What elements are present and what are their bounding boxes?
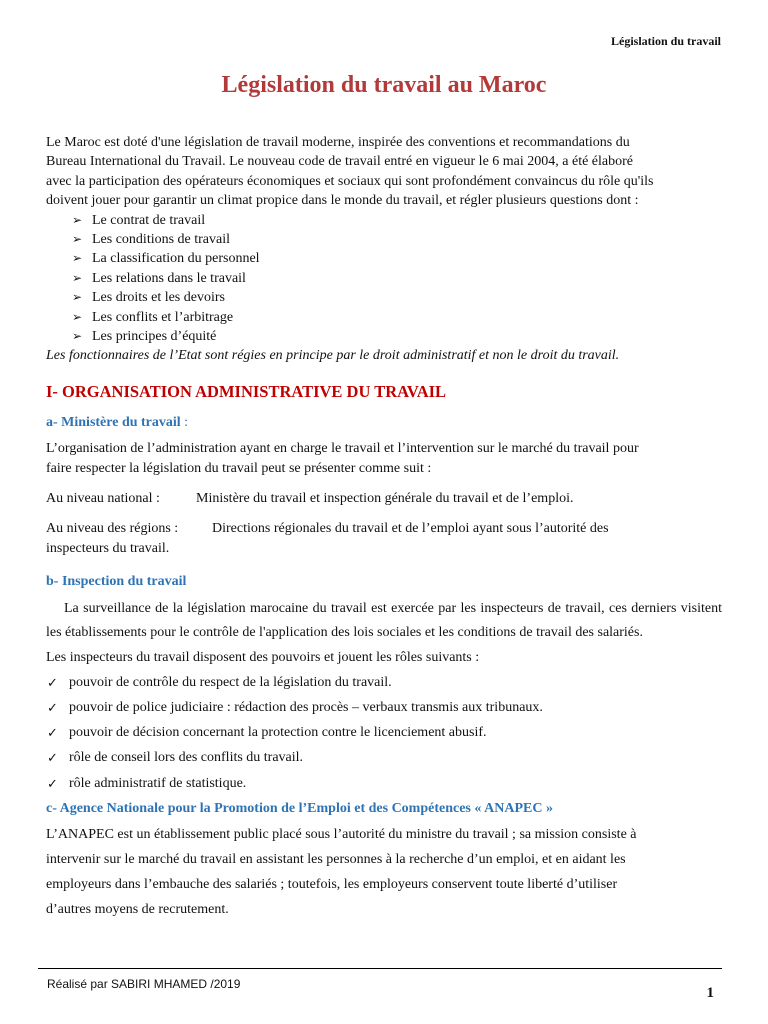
ministry-paragraph: L’organisation de l’administration ayant en charge le travail et l’intervention sur le marché du travail pour faire respecter la législation du travail peut se présenter comme suit :	[46, 440, 639, 476]
arrow-bullet-icon: ➢	[72, 309, 83, 324]
running-header: Législation du travail	[610, 34, 721, 48]
intro-line: doivent jouer pour garantir un climat propice dans le monde du travail, et régler plusieurs questions dont :	[46, 193, 639, 209]
document-body	[46, 133, 722, 922]
arrow-bullet-icon: ➢	[72, 270, 83, 285]
arrow-bullet-icon: ➢	[72, 212, 83, 227]
document-title: Législation du travail au Maroc	[221, 72, 547, 98]
national-level-label: Au niveau national :	[46, 490, 160, 506]
list-item: ➢ Le contrat de travail	[72, 211, 722, 230]
list-item: ✓ pouvoir de contrôle du respect de la législation du travail.	[46, 670, 722, 695]
regional-level-label: Au niveau des régions :	[46, 520, 179, 536]
intro-line: avec la participation des opérateurs économiques et sociaux qui sont profondément convaincus du rôle qu'ils	[46, 173, 654, 189]
section-heading: I- ORGANISATION ADMINISTRATIVE DU TRAVAIL	[46, 381, 447, 401]
national-level-row	[46, 489, 722, 509]
list-item: ➢ Les droits et les devoirs	[72, 288, 722, 307]
national-level-text: Ministère du travail et inspection générale du travail et de l’emploi.	[196, 490, 574, 506]
anapec-paragraph: L’ANAPEC est un établissement public placé sous l’autorité du ministre du travail ; sa mission consiste à intervenir sur le marché du travail en assistant les personnes à la recherche d’un emploi, et en aidant les employeurs dans l’embauche des salariés ; toutefois, les employeurs conservent toute liberté d’utiliser d’autres moyens de recrutement.	[46, 826, 637, 917]
page-number: 1	[706, 985, 714, 1001]
list-item: ➢ La classification du personnel	[72, 249, 722, 268]
regional-level-continuation: inspecteurs du travail.	[46, 540, 170, 556]
intro-line: Le Maroc est doté d'une législation de travail moderne, inspirée des conventions et recommandations du	[46, 135, 630, 150]
inspection-paragraph: La surveillance de la législation marocaine du travail est exercée par les inspecteurs de travail, ces derniers visitent les établissements pour le contrôle de l'application des lois sociales et les conditions de travail des salariés.	[46, 600, 722, 641]
check-icon: ✓	[47, 674, 58, 690]
list-item: ➢ Les principes d’équité	[72, 327, 722, 346]
subsection-heading-anapec: c- Agence Nationale pour la Promotion de l’Emploi et des Compétences « ANAPEC »	[46, 800, 553, 816]
list-item: ✓ pouvoir de police judiciaire : rédaction des procès – verbaux transmis aux tribunaux.	[46, 695, 722, 720]
list-item: ✓ rôle de conseil lors des conflits du travail.	[46, 745, 722, 770]
arrow-bullet-icon: ➢	[72, 290, 83, 305]
inspectors-intro: Les inspecteurs du travail disposent des pouvoirs et jouent les rôles suivants :	[46, 649, 480, 665]
list-item: ➢ Les relations dans le travail	[72, 269, 722, 288]
regional-level-text: Directions régionales du travail et de l’emploi ayant sous l’autorité des	[212, 520, 609, 536]
civil-servants-note: Les fonctionnaires de l’Etat sont régies en principe par le droit administratif et non le droit du travail.	[46, 348, 620, 364]
arrow-bullet-icon: ➢	[72, 232, 83, 247]
questions-list	[46, 211, 722, 347]
intro-paragraph	[46, 133, 722, 211]
list-item: ✓ rôle administratif de statistique.	[46, 771, 722, 796]
check-icon: ✓	[47, 775, 58, 791]
check-icon: ✓	[47, 700, 58, 716]
inspector-roles-list	[46, 670, 722, 796]
intro-line: Bureau International du Travail. Le nouveau code de travail entré en vigueur le 6 mai 2004, a été élaboré	[46, 154, 634, 170]
list-item: ➢ Les conflits et l’arbitrage	[72, 308, 722, 327]
footer-divider	[38, 968, 722, 969]
check-icon: ✓	[47, 750, 58, 766]
subsection-heading-ministry: a- Ministère du travail :	[46, 414, 189, 430]
arrow-bullet-icon: ➢	[72, 251, 83, 266]
check-icon: ✓	[47, 725, 58, 741]
list-item: ➢ Les conditions de travail	[72, 230, 722, 249]
regional-level-row	[46, 519, 722, 559]
footer-credit: Réalisé par SABIRI MHAMED /2019	[47, 977, 241, 991]
subsection-heading-inspection: b- Inspection du travail	[46, 573, 187, 589]
list-item: ✓ pouvoir de décision concernant la protection contre le licenciement abusif.	[46, 720, 722, 745]
arrow-bullet-icon: ➢	[72, 329, 83, 344]
